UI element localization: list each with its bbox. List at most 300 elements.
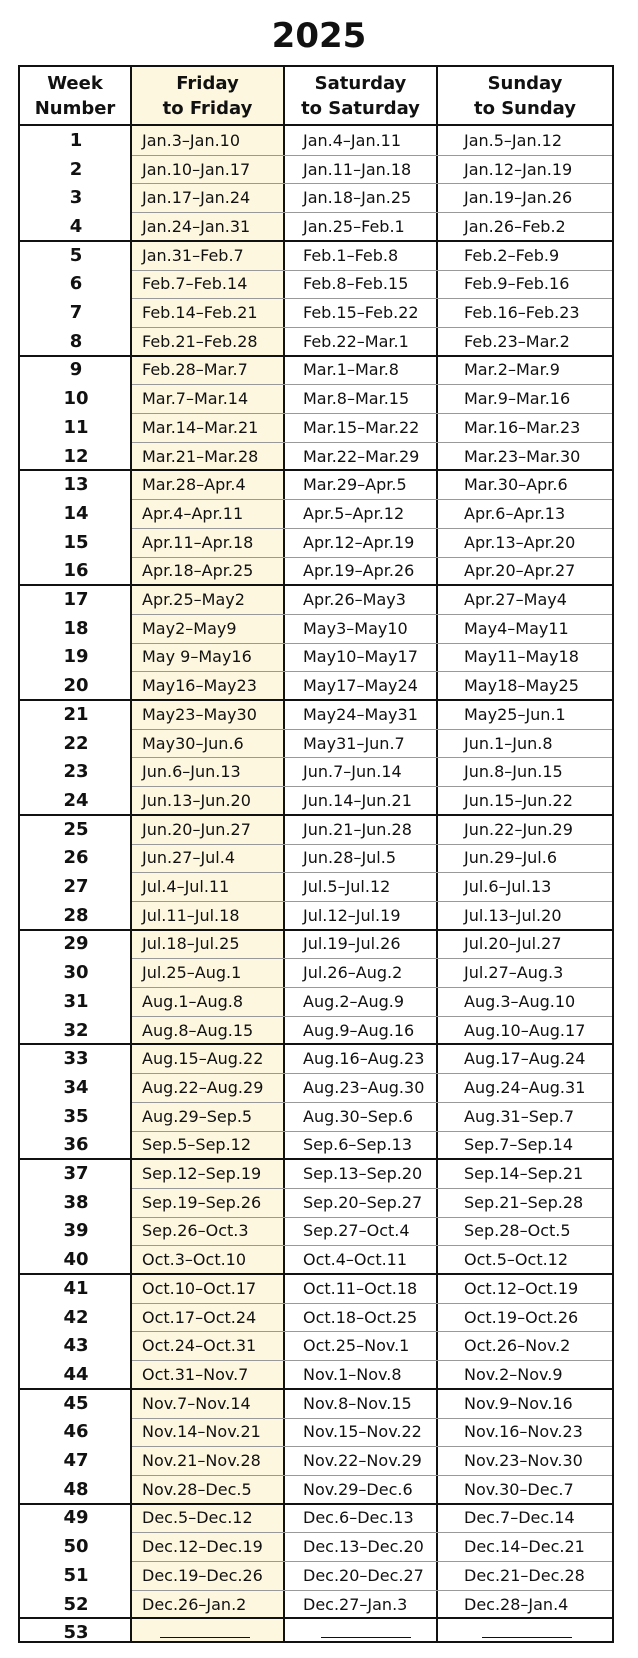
fri-range-cell: Oct.10–Oct.17 xyxy=(142,1278,257,1298)
fri-range-cell: Jul.25–Aug.1 xyxy=(142,963,242,983)
table-row xyxy=(20,1102,612,1131)
sat-range-cell: Feb.15–Feb.22 xyxy=(303,303,419,323)
fri-range-cell: Jun.13–Jun.20 xyxy=(142,790,251,810)
row-divider xyxy=(132,844,612,845)
sun-range-cell: Jun.8–Jun.15 xyxy=(464,762,563,782)
week-number: 36 xyxy=(63,1134,89,1156)
header-line: Number xyxy=(34,97,116,119)
fri-range-cell: Nov.21–Nov.28 xyxy=(142,1451,261,1471)
row-divider xyxy=(132,1331,612,1332)
table-row xyxy=(20,384,612,413)
sat-range-cell: Feb.22–Mar.1 xyxy=(303,331,409,351)
sat-range-cell: Apr.12–Apr.19 xyxy=(303,532,415,552)
table-row xyxy=(20,1159,612,1188)
row-divider xyxy=(132,155,612,156)
row-divider xyxy=(132,557,612,558)
table-row xyxy=(20,1590,612,1619)
row-divider xyxy=(132,499,612,500)
sun-range-cell: Nov.9–Nov.16 xyxy=(464,1393,573,1413)
row-divider xyxy=(132,872,612,873)
month-group-divider xyxy=(20,1617,612,1619)
week-number: 14 xyxy=(63,502,89,524)
row-divider xyxy=(132,1532,612,1533)
sun-range-cell: Feb.2–Feb.9 xyxy=(464,245,560,265)
sat-range-cell: Mar.22–Mar.29 xyxy=(303,446,420,466)
sat-range-cell: Aug.23–Aug.30 xyxy=(303,1077,425,1097)
fri-range-cell: Mar.28–Apr.4 xyxy=(142,475,246,495)
sat-range-cell: Jan.18–Jan.25 xyxy=(303,188,412,208)
row-divider xyxy=(132,1217,612,1218)
week-number: 38 xyxy=(63,1191,89,1213)
week-number: 52 xyxy=(63,1593,89,1615)
sun-range-cell: May25–Jun.1 xyxy=(464,704,566,724)
table-row xyxy=(20,872,612,901)
week-number: 12 xyxy=(63,445,89,467)
month-group-divider xyxy=(20,1043,612,1045)
header-week-number xyxy=(20,67,130,124)
header-sunday xyxy=(438,67,612,124)
week-table xyxy=(18,65,614,1643)
sun-range-cell: Sep.28–Oct.5 xyxy=(464,1221,571,1241)
sat-range-cell: Jun.14–Jun.21 xyxy=(303,790,412,810)
sat-range-cell: Dec.27–Jan.3 xyxy=(303,1594,408,1614)
sun-range-cell: Aug.10–Aug.17 xyxy=(464,1020,586,1040)
table-row xyxy=(20,901,612,930)
sat-range-cell: Oct.11–Oct.18 xyxy=(303,1278,418,1298)
sat-range-cell: Sep.6–Sep.13 xyxy=(303,1135,413,1155)
sun-range-cell: Jul.13–Jul.20 xyxy=(464,905,562,925)
row-divider xyxy=(132,384,612,385)
fri-range-cell: Jun.6–Jun.13 xyxy=(142,762,241,782)
sat-range-cell: Jun.21–Jun.28 xyxy=(303,819,412,839)
table-row xyxy=(20,700,612,729)
table-row xyxy=(20,356,612,385)
week-number: 9 xyxy=(69,359,83,381)
week-number: 16 xyxy=(63,560,89,582)
sun-range-cell: Mar.2–Mar.9 xyxy=(464,360,560,380)
table-row xyxy=(20,729,612,758)
blank-line xyxy=(321,1637,411,1638)
sun-range-cell: Nov.23–Nov.30 xyxy=(464,1451,583,1471)
row-divider xyxy=(132,1102,612,1103)
week-number: 25 xyxy=(63,818,89,840)
sat-range-cell: Aug.9–Aug.16 xyxy=(303,1020,415,1040)
fri-range-cell: Sep.26–Oct.3 xyxy=(142,1221,249,1241)
fri-range-cell: Jul.11–Jul.18 xyxy=(142,905,240,925)
fri-range-cell: Jan.3–Jan.10 xyxy=(142,130,241,150)
sat-range-cell: Jul.12–Jul.19 xyxy=(303,905,401,925)
sun-range-cell: Jul.27–Aug.3 xyxy=(464,963,564,983)
sun-range-cell: Mar.16–Mar.23 xyxy=(464,417,581,437)
sun-range-cell: Aug.17–Aug.24 xyxy=(464,1049,586,1069)
table-row xyxy=(20,1044,612,1073)
sat-range-cell: Jul.26–Aug.2 xyxy=(303,963,403,983)
week-number: 23 xyxy=(63,761,89,783)
row-divider xyxy=(132,442,612,443)
sat-range-cell: Nov.15–Nov.22 xyxy=(303,1422,422,1442)
sat-range-cell: Mar.15–Mar.22 xyxy=(303,417,420,437)
fri-range-cell: Jul.18–Jul.25 xyxy=(142,934,240,954)
sun-range-cell: Oct.5–Oct.12 xyxy=(464,1250,569,1270)
week-number: 46 xyxy=(63,1421,89,1443)
month-group-divider xyxy=(20,1158,612,1160)
sun-range-cell: Jun.29–Jul.6 xyxy=(464,848,558,868)
table-row xyxy=(20,528,612,557)
sat-range-cell: Jan.4–Jan.11 xyxy=(303,130,402,150)
sat-range-cell: Mar.29–Apr.5 xyxy=(303,475,407,495)
header-line: Sunday xyxy=(487,72,563,94)
table-row xyxy=(20,1188,612,1217)
fri-range-cell: Oct.31–Nov.7 xyxy=(142,1364,249,1384)
month-group-divider xyxy=(20,1388,612,1390)
fri-range-cell: Nov.28–Dec.5 xyxy=(142,1479,252,1499)
row-divider xyxy=(132,298,612,299)
sat-range-cell: Feb.1–Feb.8 xyxy=(303,245,399,265)
week-number: 21 xyxy=(63,703,89,725)
table-row xyxy=(20,1274,612,1303)
week-number: 17 xyxy=(63,589,89,611)
table-row xyxy=(20,442,612,471)
week-number: 30 xyxy=(63,962,89,984)
fri-range-cell: Dec.5–Dec.12 xyxy=(142,1508,253,1528)
row-divider xyxy=(132,757,612,758)
week-number: 11 xyxy=(63,416,89,438)
week-number: 53 xyxy=(63,1622,89,1644)
sun-range-cell: Mar.9–Mar.16 xyxy=(464,389,571,409)
table-row xyxy=(20,499,612,528)
sat-range-cell: May10–May17 xyxy=(303,647,418,667)
sat-range-cell: May17–May24 xyxy=(303,676,418,696)
header-line: Friday xyxy=(176,72,239,94)
fri-range-cell: Apr.4–Apr.11 xyxy=(142,503,244,523)
fri-range-cell: Mar.14–Mar.21 xyxy=(142,417,259,437)
table-row xyxy=(20,1016,612,1045)
week-number: 5 xyxy=(69,244,83,266)
week-number: 7 xyxy=(69,302,83,324)
month-group-divider xyxy=(20,355,612,357)
sun-range-cell: Apr.6–Apr.13 xyxy=(464,503,566,523)
sat-range-cell: May31–Jun.7 xyxy=(303,733,405,753)
week-number: 47 xyxy=(63,1450,89,1472)
week-number: 34 xyxy=(63,1076,89,1098)
row-divider xyxy=(132,1561,612,1562)
fri-range-cell: May16–May23 xyxy=(142,676,257,696)
sat-range-cell: May3–May10 xyxy=(303,618,408,638)
table-row xyxy=(20,1418,612,1447)
week-number: 3 xyxy=(69,187,83,209)
sun-range-cell: Jun.15–Jun.22 xyxy=(464,790,573,810)
row-divider xyxy=(132,614,612,615)
fri-range-cell: Jan.17–Jan.24 xyxy=(142,188,251,208)
sun-range-cell: Feb.16–Feb.23 xyxy=(464,303,580,323)
sun-range-cell: Nov.2–Nov.9 xyxy=(464,1364,563,1384)
table-row xyxy=(20,298,612,327)
week-number: 26 xyxy=(63,847,89,869)
fri-range-cell: Oct.17–Oct.24 xyxy=(142,1307,257,1327)
sun-range-cell: Jun.22–Jun.29 xyxy=(464,819,573,839)
sun-range-cell: Oct.26–Nov.2 xyxy=(464,1336,571,1356)
fri-range-cell: Jan.31–Feb.7 xyxy=(142,245,244,265)
table-row xyxy=(20,1618,612,1647)
row-divider xyxy=(132,1446,612,1447)
sat-range-cell: Jun.28–Jul.5 xyxy=(303,848,397,868)
sat-range-cell: Nov.22–Nov.29 xyxy=(303,1451,422,1471)
sun-range-cell: Sep.21–Sep.28 xyxy=(464,1192,584,1212)
fri-range-cell: Sep.12–Sep.19 xyxy=(142,1164,262,1184)
fri-range-cell: Oct.3–Oct.10 xyxy=(142,1250,247,1270)
row-divider xyxy=(132,643,612,644)
table-row xyxy=(20,643,612,672)
table-row xyxy=(20,557,612,586)
sun-range-cell: May11–May18 xyxy=(464,647,579,667)
week-number: 48 xyxy=(63,1478,89,1500)
sun-range-cell: Jul.6–Jul.13 xyxy=(464,877,552,897)
table-row xyxy=(20,1504,612,1533)
sun-range-cell: Jan.19–Jan.26 xyxy=(464,188,573,208)
row-divider xyxy=(132,1303,612,1304)
sat-range-cell: Jan.25–Feb.1 xyxy=(303,216,405,236)
week-number: 24 xyxy=(63,789,89,811)
sat-range-cell: Oct.25–Nov.1 xyxy=(303,1336,410,1356)
header-line: to Saturday xyxy=(301,97,420,119)
month-group-divider xyxy=(20,929,612,931)
row-divider xyxy=(132,671,612,672)
sun-range-cell: Dec.14–Dec.21 xyxy=(464,1537,585,1557)
table-row xyxy=(20,1360,612,1389)
week-number: 35 xyxy=(63,1105,89,1127)
week-number: 28 xyxy=(63,904,89,926)
sat-range-cell: May24–May31 xyxy=(303,704,418,724)
sat-range-cell: Apr.19–Apr.26 xyxy=(303,561,415,581)
sat-range-cell: Sep.13–Sep.20 xyxy=(303,1164,423,1184)
row-divider xyxy=(132,1590,612,1591)
sat-range-cell: Mar.8–Mar.15 xyxy=(303,389,410,409)
row-divider xyxy=(132,987,612,988)
week-number: 27 xyxy=(63,876,89,898)
week-number: 22 xyxy=(63,732,89,754)
sat-range-cell: Apr.26–May3 xyxy=(303,590,406,610)
sun-range-cell: Oct.12–Oct.19 xyxy=(464,1278,579,1298)
fri-range-cell: Feb.7–Feb.14 xyxy=(142,274,248,294)
row-divider xyxy=(132,1245,612,1246)
row-divider xyxy=(132,183,612,184)
table-row xyxy=(20,958,612,987)
month-group-divider xyxy=(20,240,612,242)
sat-range-cell: Nov.1–Nov.8 xyxy=(303,1364,402,1384)
table-row xyxy=(20,212,612,241)
fri-range-cell: Feb.28–Mar.7 xyxy=(142,360,248,380)
week-number: 8 xyxy=(69,330,83,352)
sat-range-cell: Sep.20–Sep.27 xyxy=(303,1192,423,1212)
sat-range-cell: Jul.5–Jul.12 xyxy=(303,877,391,897)
table-row xyxy=(20,155,612,184)
week-number: 39 xyxy=(63,1220,89,1242)
table-row xyxy=(20,585,612,614)
week-number: 29 xyxy=(63,933,89,955)
fri-range-cell: Aug.15–Aug.22 xyxy=(142,1049,264,1069)
week-number: 44 xyxy=(63,1363,89,1385)
fri-range-cell: Jun.27–Jul.4 xyxy=(142,848,236,868)
row-divider xyxy=(132,1073,612,1074)
table-row xyxy=(20,413,612,442)
sun-range-cell: Dec.7–Dec.14 xyxy=(464,1508,575,1528)
week-number: 13 xyxy=(63,474,89,496)
sat-range-cell: Nov.29–Dec.6 xyxy=(303,1479,413,1499)
table-row xyxy=(20,1532,612,1561)
sun-range-cell: Jan.12–Jan.19 xyxy=(464,159,573,179)
week-number: 49 xyxy=(63,1507,89,1529)
sun-range-cell: Jul.20–Jul.27 xyxy=(464,934,562,954)
table-row xyxy=(20,757,612,786)
month-group-divider xyxy=(20,1503,612,1505)
week-number: 2 xyxy=(69,158,83,180)
sat-range-cell: Jul.19–Jul.26 xyxy=(303,934,401,954)
sat-range-cell: Sep.27–Oct.4 xyxy=(303,1221,410,1241)
table-row xyxy=(20,1303,612,1332)
table-row xyxy=(20,815,612,844)
row-divider xyxy=(132,729,612,730)
table-row xyxy=(20,987,612,1016)
month-group-divider xyxy=(20,699,612,701)
table-row xyxy=(20,126,612,155)
sat-range-cell: Oct.4–Oct.11 xyxy=(303,1250,408,1270)
row-divider xyxy=(132,958,612,959)
blank-line xyxy=(160,1637,250,1638)
week-number: 18 xyxy=(63,617,89,639)
week-number: 4 xyxy=(69,215,83,237)
week-number: 40 xyxy=(63,1249,89,1271)
week-number: 31 xyxy=(63,990,89,1012)
table-row xyxy=(20,930,612,959)
month-group-divider xyxy=(20,814,612,816)
sun-range-cell: Aug.24–Aug.31 xyxy=(464,1077,586,1097)
header-divider xyxy=(20,124,612,126)
table-row xyxy=(20,1389,612,1418)
fri-range-cell: Nov.14–Nov.21 xyxy=(142,1422,261,1442)
sun-range-cell: Aug.3–Aug.10 xyxy=(464,991,576,1011)
sun-range-cell: Nov.16–Nov.23 xyxy=(464,1422,583,1442)
row-divider xyxy=(132,1131,612,1132)
fri-range-cell: Mar.21–Mar.28 xyxy=(142,446,259,466)
table-row xyxy=(20,786,612,815)
table-row xyxy=(20,1073,612,1102)
sun-range-cell: Mar.23–Mar.30 xyxy=(464,446,581,466)
month-group-divider xyxy=(20,584,612,586)
header-line: to Friday xyxy=(162,97,253,119)
sun-range-cell: Jan.5–Jan.12 xyxy=(464,130,563,150)
sun-range-cell: Aug.31–Sep.7 xyxy=(464,1106,575,1126)
fri-range-cell: Apr.25–May2 xyxy=(142,590,245,610)
fri-range-cell: Jan.24–Jan.31 xyxy=(142,216,251,236)
fri-range-cell: May 9–May16 xyxy=(142,647,252,667)
row-divider xyxy=(132,901,612,902)
week-number: 6 xyxy=(69,273,83,295)
table-row xyxy=(20,1331,612,1360)
row-divider xyxy=(132,528,612,529)
sun-range-cell: Nov.30–Dec.7 xyxy=(464,1479,574,1499)
table-row xyxy=(20,1217,612,1246)
sat-range-cell: Dec.6–Dec.13 xyxy=(303,1508,414,1528)
fri-range-cell: Apr.11–Apr.18 xyxy=(142,532,254,552)
week-number: 37 xyxy=(63,1163,89,1185)
header-line: to Sunday xyxy=(473,97,577,119)
header-line: Saturday xyxy=(314,72,407,94)
week-number: 10 xyxy=(63,388,89,410)
table-row xyxy=(20,327,612,356)
fri-range-cell: Apr.18–Apr.25 xyxy=(142,561,254,581)
sat-range-cell xyxy=(303,1618,453,1647)
week-number: 32 xyxy=(63,1019,89,1041)
table-row xyxy=(20,470,612,499)
fri-range-cell: Sep.5–Sep.12 xyxy=(142,1135,252,1155)
sun-range-cell: Jun.1–Jun.8 xyxy=(464,733,553,753)
sun-range-cell: May4–May11 xyxy=(464,618,569,638)
sat-range-cell: Aug.30–Sep.6 xyxy=(303,1106,414,1126)
week-number: 41 xyxy=(63,1277,89,1299)
sun-range-cell: Jan.26–Feb.2 xyxy=(464,216,566,236)
row-divider xyxy=(132,270,612,271)
sun-range-cell: Feb.23–Mar.2 xyxy=(464,331,570,351)
fri-range-cell: Oct.24–Oct.31 xyxy=(142,1336,257,1356)
week-number: 51 xyxy=(63,1564,89,1586)
week-number: 43 xyxy=(63,1335,89,1357)
table-row xyxy=(20,183,612,212)
sat-range-cell: Jun.7–Jun.14 xyxy=(303,762,402,782)
row-divider xyxy=(132,1475,612,1476)
week-number: 42 xyxy=(63,1306,89,1328)
sat-range-cell: Oct.18–Oct.25 xyxy=(303,1307,418,1327)
sat-range-cell: Aug.2–Aug.9 xyxy=(303,991,405,1011)
table-row xyxy=(20,1561,612,1590)
month-group-divider xyxy=(20,1273,612,1275)
table-row xyxy=(20,241,612,270)
fri-range-cell: Jul.4–Jul.11 xyxy=(142,877,230,897)
header-line: Week xyxy=(47,72,103,94)
row-divider xyxy=(132,786,612,787)
sun-range-cell: Apr.13–Apr.20 xyxy=(464,532,576,552)
page-title: 2025 xyxy=(271,16,367,56)
fri-range-cell: May2–May9 xyxy=(142,618,237,638)
sun-range-cell: Sep.14–Sep.21 xyxy=(464,1164,584,1184)
sun-range-cell: Apr.27–May4 xyxy=(464,590,567,610)
fri-range-cell: May23–May30 xyxy=(142,704,257,724)
sun-range-cell: Dec.21–Dec.28 xyxy=(464,1565,585,1585)
row-divider xyxy=(132,1188,612,1189)
table-row xyxy=(20,614,612,643)
fri-range-cell: Jan.10–Jan.17 xyxy=(142,159,251,179)
fri-range-cell: Aug.1–Aug.8 xyxy=(142,991,244,1011)
sun-range-cell xyxy=(464,1618,612,1647)
fri-range-cell: Feb.14–Feb.21 xyxy=(142,303,258,323)
week-number: 19 xyxy=(63,646,89,668)
sat-range-cell: Dec.13–Dec.20 xyxy=(303,1537,424,1557)
table-row xyxy=(20,1245,612,1274)
header-friday xyxy=(132,67,283,124)
sat-range-cell: Aug.16–Aug.23 xyxy=(303,1049,425,1069)
table-row xyxy=(20,671,612,700)
row-divider xyxy=(132,1418,612,1419)
sun-range-cell: Feb.9–Feb.16 xyxy=(464,274,570,294)
sat-range-cell: Dec.20–Dec.27 xyxy=(303,1565,424,1585)
fri-range-cell: Jun.20–Jun.27 xyxy=(142,819,251,839)
fri-range-cell: Mar.7–Mar.14 xyxy=(142,389,249,409)
sat-range-cell: Nov.8–Nov.15 xyxy=(303,1393,412,1413)
week-number: 20 xyxy=(63,675,89,697)
row-divider xyxy=(132,212,612,213)
row-divider xyxy=(132,327,612,328)
fri-range-cell: Dec.26–Jan.2 xyxy=(142,1594,247,1614)
sun-range-cell: Apr.20–Apr.27 xyxy=(464,561,576,581)
